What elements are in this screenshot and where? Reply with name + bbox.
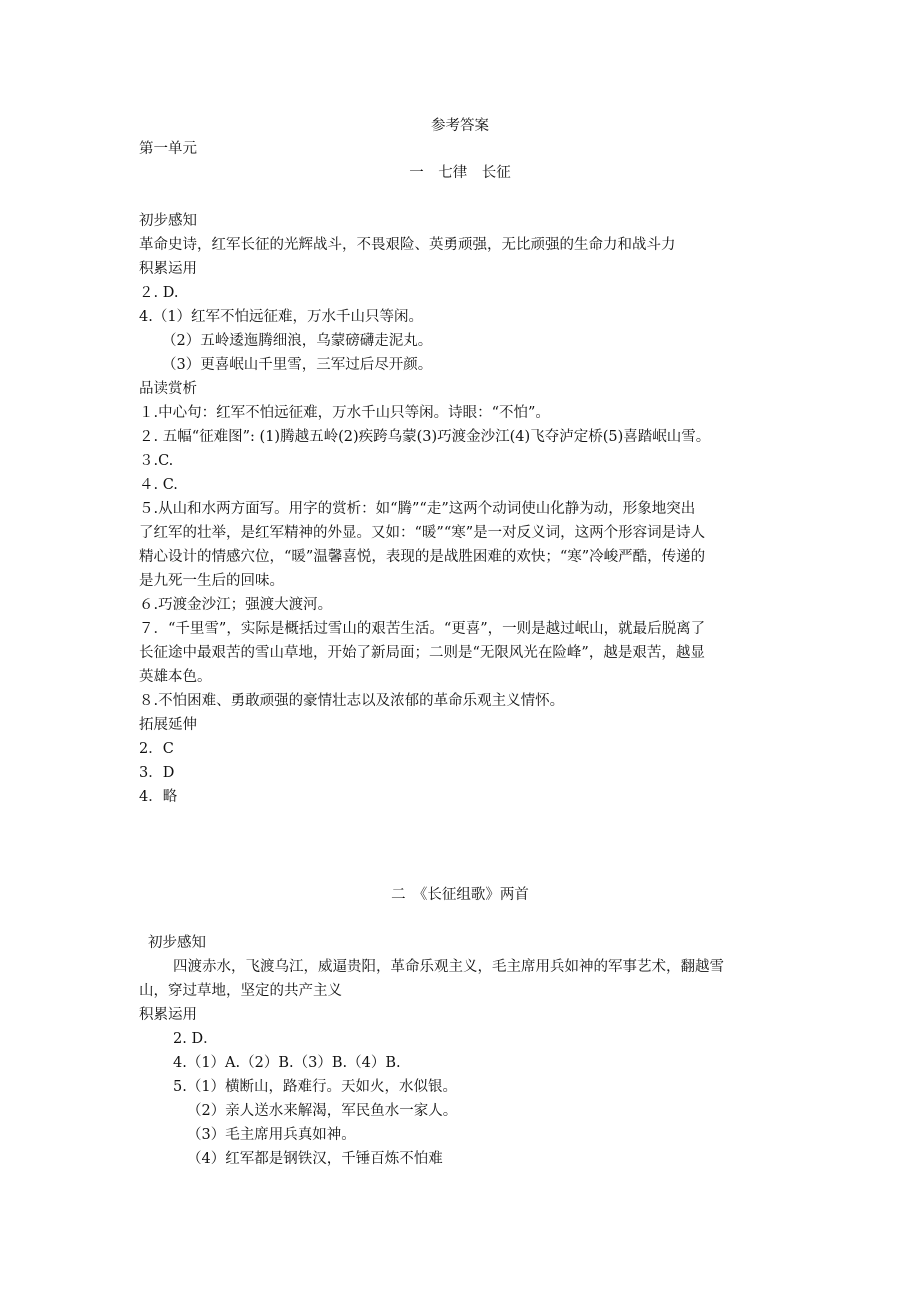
unit-title: 第一单元 xyxy=(139,141,197,157)
subsection-heading: 积累运用 xyxy=(139,1007,197,1023)
answer-line: 长征途中最艰苦的雪山草地，开始了新局面；二则是“无限风光在险峰”，越是艰苦，越显 xyxy=(139,645,705,661)
section-2-heading: 二 《长征组歌》两首 xyxy=(391,887,529,903)
subsection-heading: 积累运用 xyxy=(139,261,197,277)
answer-line: ２. D. xyxy=(139,285,179,301)
answer-line: 5.（1）横断山，路难行。天如火，水似银。 xyxy=(173,1079,458,1095)
answer-line: ７．“千里雪”，实际是概括过雪山的艰苦生活。“更喜”，一则是越过岷山，就最后脱离了 xyxy=(139,621,706,637)
answer-line: 4.（1）A.（2）B.（3）B.（4）B. xyxy=(173,1055,401,1071)
answer-line: 4．略 xyxy=(139,789,178,805)
answer-line: ６.巧渡金沙江；强渡大渡河。 xyxy=(139,597,333,613)
answer-line: 3．D xyxy=(139,765,175,781)
answer-line: （4）红军都是钢铁汉，千锤百炼不怕难 xyxy=(187,1151,443,1167)
answer-line: （3）更喜岷山千里雪，三军过后尽开颜。 xyxy=(162,357,433,373)
answer-line: ３.C. xyxy=(139,453,174,469)
answer-line: 2. D． xyxy=(173,1031,218,1047)
answer-line: 英雄本色。 xyxy=(139,669,212,685)
answer-line: 革命史诗，红军长征的光辉战斗，不畏艰险、英勇顽强，无比顽强的生命力和战斗力 xyxy=(139,237,676,253)
answer-line: （2）五岭逶迤腾细浪，乌蒙磅礴走泥丸。 xyxy=(162,333,433,349)
answer-line: 四渡赤水，飞渡乌江，威逼贵阳，革命乐观主义，毛主席用兵如神的军事艺术，翻越雪 xyxy=(173,959,724,975)
subsection-heading: 初步感知 xyxy=(148,935,206,951)
answer-line: ５.从山和水两方面写。用字的赏析：如“腾”“走”这两个动词使山化静为动，形象地突出 xyxy=(139,501,696,517)
answer-line: 是九死一生后的回味。 xyxy=(139,573,284,589)
answer-line: 精心设计的情感穴位，“暖”温馨喜悦，表现的是战胜困难的欢快；“寒”冷峻严酷，传递的 xyxy=(139,549,706,565)
answer-line: １.中心句：红军不怕远征难，万水千山只等闲。诗眼：“不怕”。 xyxy=(139,405,550,421)
subsection-heading: 拓展延伸 xyxy=(139,717,197,733)
answer-line: （3）毛主席用兵真如神。 xyxy=(187,1127,356,1143)
subsection-heading: 初步感知 xyxy=(139,213,197,229)
answer-line: ８.不怕困难、勇敢顽强的豪情壮志以及浓郁的革命乐观主义情怀。 xyxy=(139,693,565,709)
section-1-heading: 一 七律 长征 xyxy=(409,165,511,181)
page-title: 参考答案 xyxy=(431,118,489,134)
answer-line: 了红军的壮举，是红军精神的外显。又如：“暖”“寒”是一对反义词，这两个形容词是诗人 xyxy=(139,525,706,541)
answer-line: 2．C xyxy=(139,741,174,757)
answer-line: 4.（1）红军不怕远征难，万水千山只等闲。 xyxy=(139,309,424,325)
answer-line: 山，穿过草地，坚定的共产主义 xyxy=(139,983,342,999)
answer-line: ４. C. xyxy=(139,477,178,493)
answer-line: （2）亲人送水来解渴，军民鱼水一家人。 xyxy=(187,1103,458,1119)
answer-line: ２. 五幅“征难图”: (1)腾越五岭(2)疾跨乌蒙(3)巧渡金沙江(4)飞夺泸定桥(5)喜踏岷山雪。 xyxy=(139,429,711,445)
subsection-heading: 品读赏析 xyxy=(139,381,197,397)
